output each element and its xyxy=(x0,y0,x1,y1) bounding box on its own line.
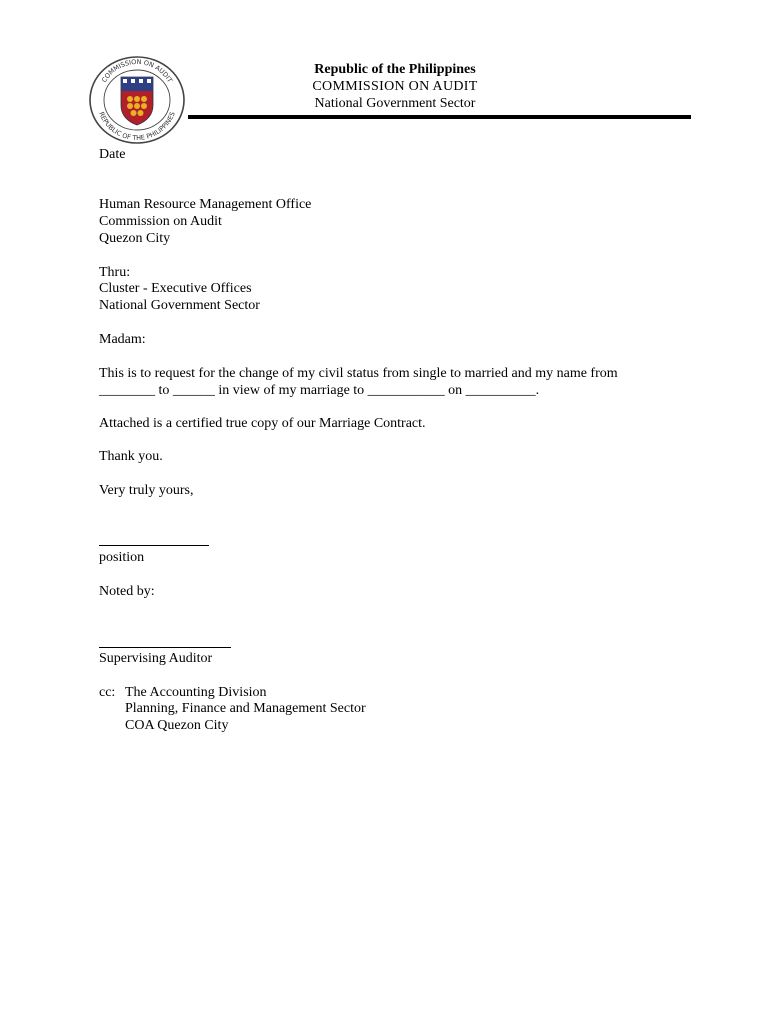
header-rule xyxy=(188,115,691,119)
thank-you: Thank you. xyxy=(99,449,163,464)
addressee-line-3: Quezon City xyxy=(99,231,171,246)
addressee-line-1: Human Resource Management Office xyxy=(99,197,312,212)
letterhead xyxy=(190,61,600,112)
header-sector: National Government Sector xyxy=(314,96,476,111)
addressee-line-2: Commission on Audit xyxy=(99,214,222,229)
coa-seal-logo xyxy=(87,55,187,145)
cc-label: cc: xyxy=(99,685,116,700)
attachment-note: Attached is a certified true copy of our Marriage Contract. xyxy=(99,416,426,431)
body-line-2: ________ to ______ in view of my marriage to ___________ on __________. xyxy=(99,383,540,398)
noted-by-label: Noted by: xyxy=(99,584,155,599)
signature-line xyxy=(99,545,209,546)
thru-label: Thru: xyxy=(99,265,131,280)
seal-ring-text-top: COMMISSION ON AUDIT xyxy=(100,57,174,84)
date-line: Date xyxy=(99,147,126,162)
seal-ring-text-bottom: REPUBLIC OF THE PHILIPPINES xyxy=(97,110,177,143)
cc-item-planning: Planning, Finance and Management Sector xyxy=(125,701,366,716)
header-republic: Republic of the Philippines xyxy=(314,62,476,77)
noter-signature-line xyxy=(99,647,231,648)
cc-item-coa-qc: COA Quezon City xyxy=(125,718,229,733)
header-agency: COMMISSION ON AUDIT xyxy=(312,79,478,94)
noter-title: Supervising Auditor xyxy=(99,651,213,666)
thru-line-1: Cluster - Executive Offices xyxy=(99,281,252,296)
cc-item-accounting: The Accounting Division xyxy=(125,685,267,700)
salutation: Madam: xyxy=(99,332,146,347)
body-line-1: This is to request for the change of my civil status from single to married and my name from xyxy=(99,366,618,381)
closing: Very truly yours, xyxy=(99,483,194,498)
thru-line-2: National Government Sector xyxy=(99,298,260,313)
signer-position: position xyxy=(99,550,145,565)
